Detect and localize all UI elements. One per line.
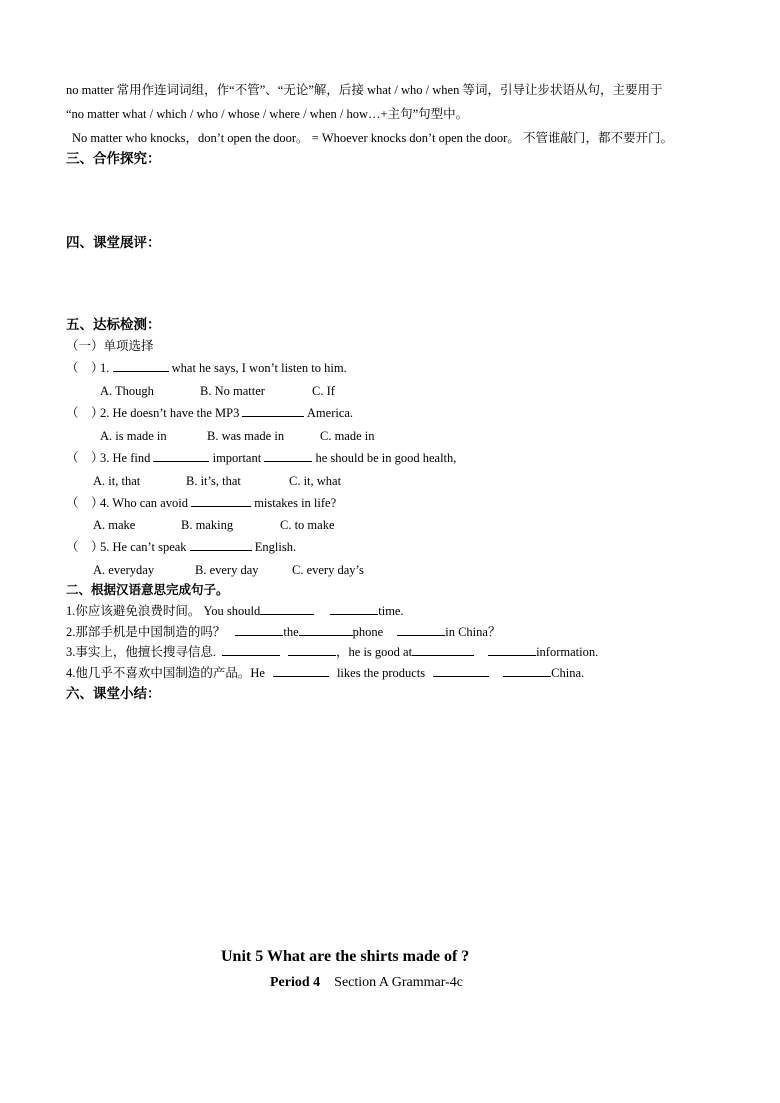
period-label: Period 4 xyxy=(270,975,321,990)
translate-item-1: 1.你应该避免浪费时间。 You should time. xyxy=(66,604,404,618)
mcq-options-3 xyxy=(93,473,341,489)
answer-blank[interactable] xyxy=(191,495,251,507)
option-b[interactable]: B. making xyxy=(181,518,234,532)
option-a[interactable]: A. is made in xyxy=(100,429,167,443)
answer-paren[interactable]: （ ） xyxy=(66,406,104,420)
answer-paren[interactable]: （ ） xyxy=(66,540,104,554)
translate-item-2: 2.那部手机是中国制造的吗？ the phone in China？ xyxy=(66,625,501,639)
mcq-question-5: （ ）5. He can’t speak English. xyxy=(66,540,297,554)
answer-blank[interactable] xyxy=(222,644,280,656)
answer-blank[interactable] xyxy=(397,624,445,636)
mcq-question-3: （ ）3. He find important he should be in good health, xyxy=(66,451,457,465)
section-class-presentation: 四、课堂展评： xyxy=(66,235,161,250)
section-label: Section A Grammar-4c xyxy=(334,975,463,990)
option-c[interactable]: C. to make xyxy=(280,518,335,532)
answer-blank[interactable] xyxy=(433,665,489,677)
option-b[interactable]: B. No matter xyxy=(200,384,265,398)
mcq-question-4: （ ）4. Who can avoid mistakes in life? xyxy=(66,496,337,510)
answer-blank[interactable] xyxy=(242,405,304,417)
mcq-options-5 xyxy=(93,562,364,578)
answer-blank[interactable] xyxy=(330,603,378,615)
translate-item-4: 4.他几乎不喜欢中国制造的产品。He likes the products China. xyxy=(66,666,585,680)
intro-line-2: “no matter what / which / who / whose / where / when / how…+主句”句型中。 xyxy=(66,107,469,121)
period-subtitle xyxy=(270,975,463,991)
mcq-options-2 xyxy=(100,428,375,444)
answer-blank[interactable] xyxy=(273,665,329,677)
option-b[interactable]: B. every day xyxy=(195,563,259,577)
answer-blank[interactable] xyxy=(288,644,336,656)
mcq-options-1 xyxy=(100,383,335,399)
intro-example: No matter who knocks，don’t open the door。 = Whoever knocks don’t open the door。 不管谁敲门，都不要开门。 xyxy=(72,131,673,145)
option-c[interactable]: C. it, what xyxy=(289,474,342,488)
answer-blank[interactable] xyxy=(235,624,283,636)
answer-paren[interactable]: （ ） xyxy=(66,496,104,510)
answer-blank[interactable] xyxy=(153,450,209,462)
section-target-test: 五、达标检测： xyxy=(66,317,161,332)
answer-blank[interactable] xyxy=(488,644,536,656)
answer-blank[interactable] xyxy=(260,603,314,615)
answer-blank[interactable] xyxy=(503,665,551,677)
translate-heading: 二、根据汉语意思完成句子。 xyxy=(66,583,229,597)
section-cooperative-inquiry: 三、合作探究： xyxy=(66,151,161,166)
answer-blank[interactable] xyxy=(113,360,169,372)
translate-item-3: 3.事实上，他擅长搜寻信息. ，he is good at information. xyxy=(66,645,599,659)
option-b[interactable]: B. was made in xyxy=(207,429,285,443)
answer-paren[interactable]: （ ） xyxy=(66,451,104,465)
option-b[interactable]: B. it’s, that xyxy=(186,474,241,488)
intro-line-1: no matter 常用作连词词组，作“不管”、“无论”解，后接 what / who / when 等词，引导让步状语从句，主要用于 xyxy=(66,83,663,97)
mcq-question-2: （ ）2. He doesn’t have the MP3 America. xyxy=(66,406,354,420)
section-class-summary: 六、课堂小结： xyxy=(66,686,161,701)
mcq-options-4 xyxy=(93,517,335,533)
answer-blank[interactable] xyxy=(299,624,353,636)
answer-blank[interactable] xyxy=(412,644,474,656)
option-a[interactable]: A. make xyxy=(93,518,136,532)
answer-paren[interactable]: （ ） xyxy=(66,361,104,375)
option-c[interactable]: C. every day’s xyxy=(292,563,364,577)
option-c[interactable]: C. made in xyxy=(320,429,375,443)
unit-title: Unit 5 What are the shirts made of ? xyxy=(221,948,470,965)
option-a[interactable]: A. Though xyxy=(100,384,154,398)
option-a[interactable]: A. everyday xyxy=(93,563,155,577)
answer-blank[interactable] xyxy=(264,450,312,462)
option-c[interactable]: C. If xyxy=(312,384,335,398)
mcq-heading: （一）单项选择 xyxy=(66,339,154,353)
answer-blank[interactable] xyxy=(190,539,252,551)
option-a[interactable]: A. it, that xyxy=(93,474,141,488)
mcq-question-1: （ ）1. what he says, I won’t listen to him. xyxy=(66,361,347,375)
